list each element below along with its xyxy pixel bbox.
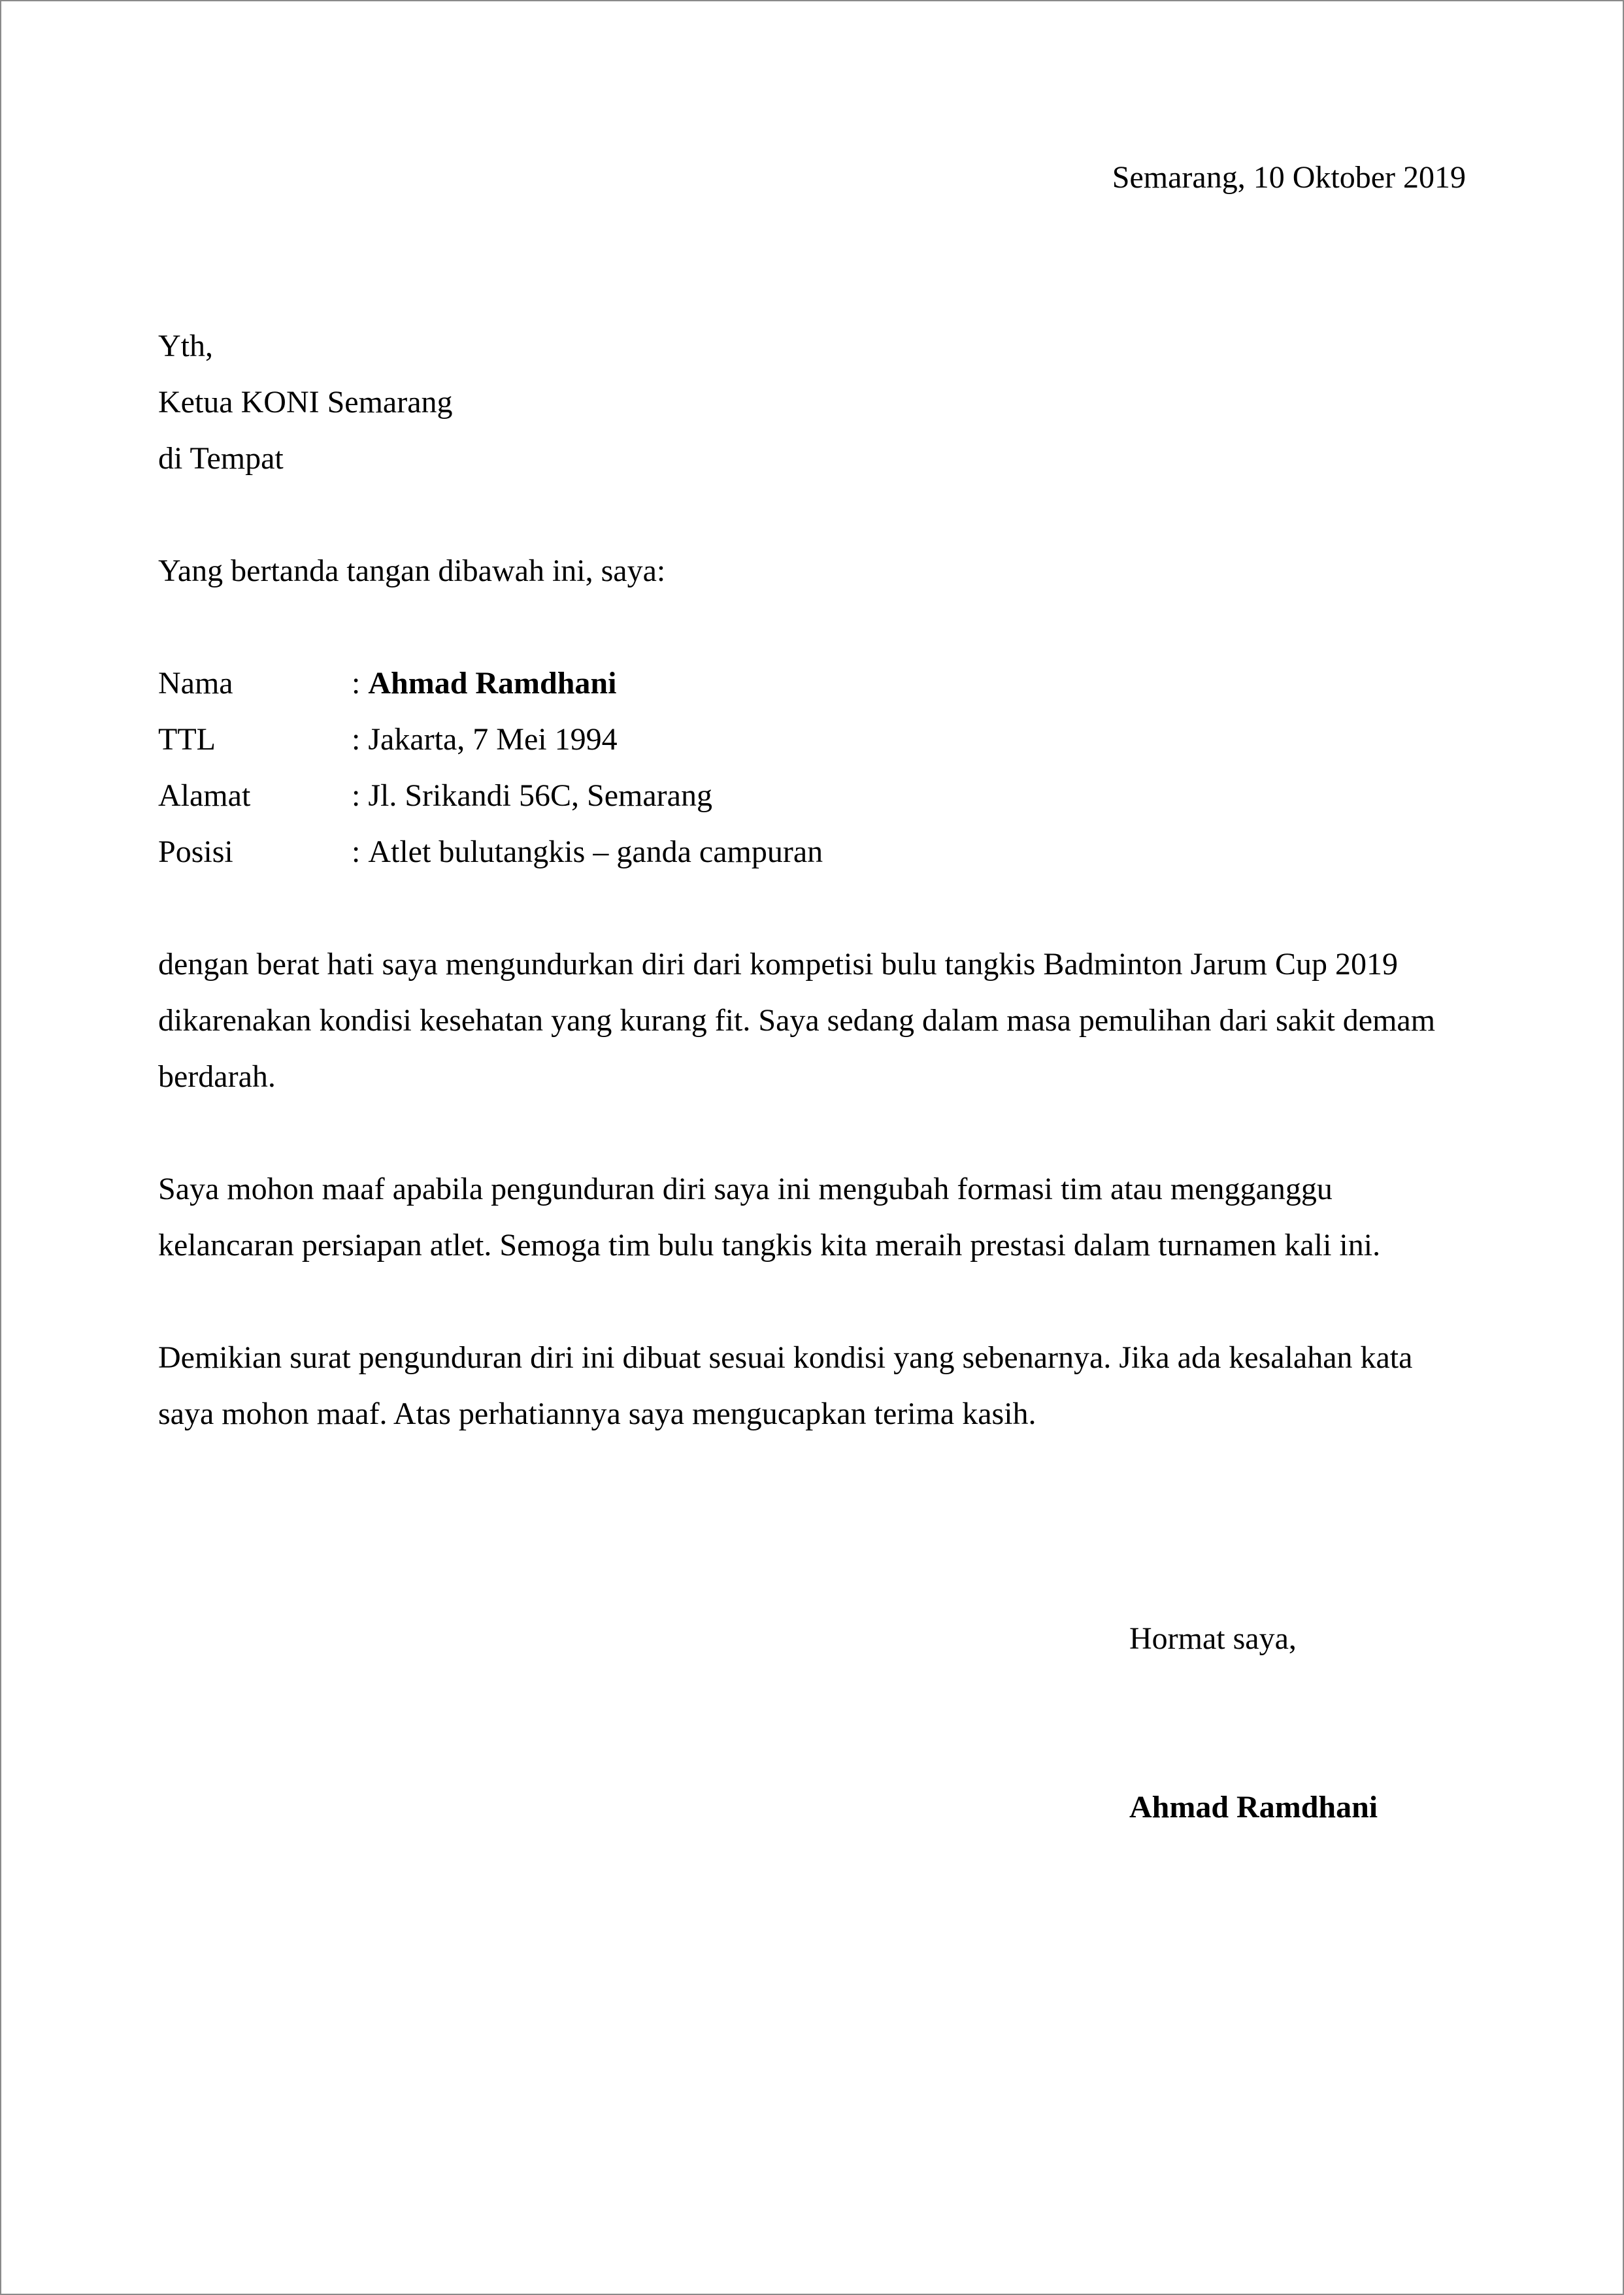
recipient-location: di Tempat — [158, 441, 284, 476]
body-paragraph-3: Demikian surat pengunduran diri ini dibuat sesuai kondisi yang sebenarnya. Jika ada kesalahan kata saya mohon maaf. Atas perhatiannya saya mengucapkan terima kasih. — [158, 1340, 1413, 1431]
field-separator: : — [352, 666, 369, 701]
body-paragraph-2: Saya mohon maaf apabila pengunduran diri saya ini mengubah formasi tim atau mengganggu kelancaran persiapan atlet. Semoga tim bulu tangkis kita meraih prestasi dalam turnamen kali ini. — [158, 1172, 1381, 1263]
field-label: Nama — [158, 666, 233, 701]
field-value: Jl. Srikandi 56C, Semarang — [368, 778, 712, 813]
field-separator: : — [352, 834, 369, 869]
place-date: Semarang, 10 Oktober 2019 — [1112, 160, 1466, 195]
closing-text: Hormat saya, — [1129, 1621, 1297, 1656]
field-label: Posisi — [158, 834, 233, 869]
intro-text: Yang bertanda tangan dibawah ini, saya: — [158, 553, 666, 588]
field-row-alamat — [158, 768, 712, 824]
field-separator: : — [352, 778, 369, 813]
field-row-posisi — [158, 824, 823, 880]
recipient-name: Ketua KONI Semarang — [158, 385, 453, 420]
field-separator: : — [352, 722, 369, 757]
field-value: Ahmad Ramdhani — [368, 666, 617, 701]
body-paragraph-1: dengan berat hati saya mengundurkan diri dari kompetisi bulu tangkis Badminton Jarum Cup 2019 dikarenakan kondisi kesehatan yang kurang fit. Saya sedang dalam masa pemulihan dari sakit demam berdarah. — [158, 947, 1436, 1094]
signatory-name: Ahmad Ramdhani — [1129, 1790, 1378, 1824]
field-label: TTL — [158, 722, 216, 757]
field-row-ttl — [158, 712, 618, 768]
recipient-salutation: Yth, — [158, 329, 213, 363]
field-value: Jakarta, 7 Mei 1994 — [368, 722, 618, 757]
field-row-nama — [158, 655, 616, 712]
field-value: Atlet bulutangkis – ganda campuran — [368, 834, 823, 869]
field-label: Alamat — [158, 778, 251, 813]
